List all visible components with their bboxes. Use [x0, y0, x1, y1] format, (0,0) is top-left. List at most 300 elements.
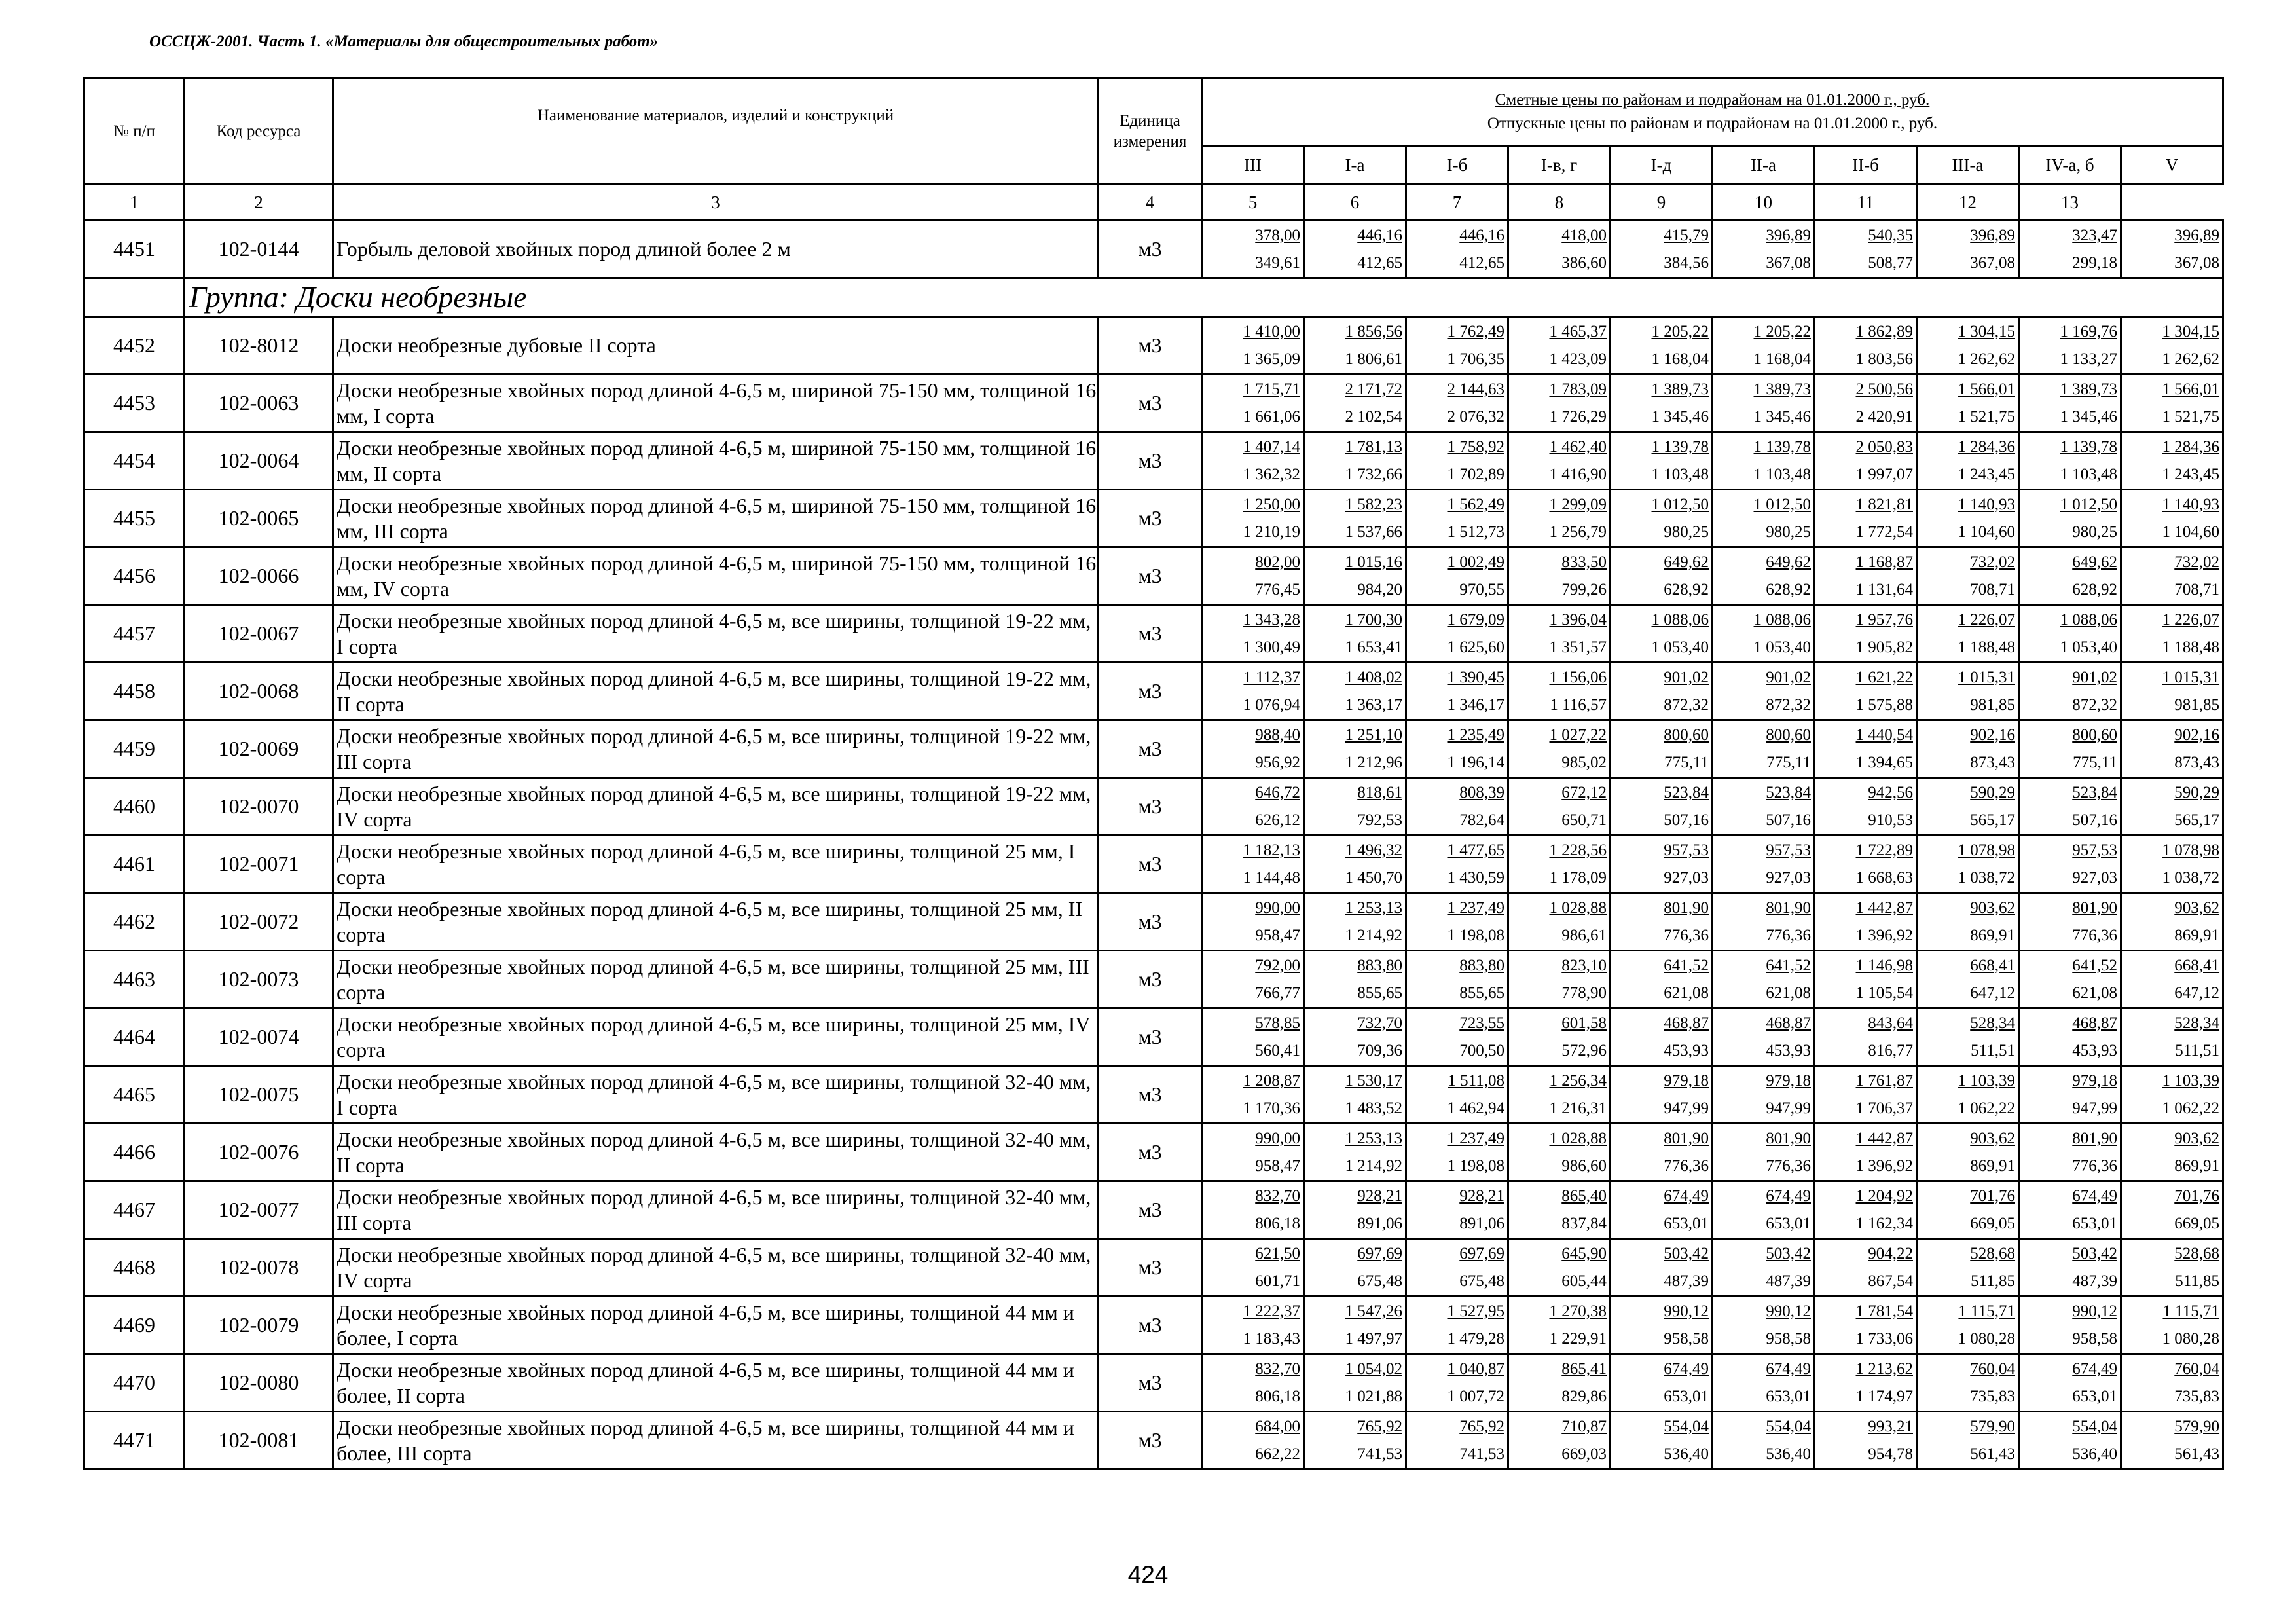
price-cell: [1508, 375, 1611, 432]
release-price: 2 076,32: [1447, 407, 1504, 426]
estimate-price: 579,90: [2174, 1417, 2220, 1435]
price-cell: [2019, 547, 2121, 605]
release-price: 776,36: [1664, 1156, 1709, 1175]
estimate-price: 979,18: [2072, 1071, 2117, 1090]
release-price: 1 726,29: [1549, 407, 1607, 426]
price-cell: [1202, 1066, 1304, 1124]
price-cell: [1304, 605, 1406, 663]
estimate-price: 1 168,87: [1855, 553, 1913, 571]
release-price: 947,99: [1766, 1099, 1811, 1117]
release-price: 628,92: [1664, 580, 1709, 599]
price-cell: [1713, 1066, 1815, 1124]
price-cell: [1406, 221, 1508, 278]
price-cell: [1304, 778, 1406, 836]
estimate-price: 1 088,06: [1651, 610, 1709, 629]
price-cell: [1815, 1354, 1917, 1412]
estimate-price: 672,12: [1561, 783, 1607, 802]
estimate-price: 1 442,87: [1855, 898, 1913, 917]
release-price: 1 416,90: [1549, 465, 1607, 483]
estimate-price: 621,50: [1255, 1244, 1300, 1263]
estimate-price: 801,90: [1664, 898, 1709, 917]
table-row: [84, 1124, 2223, 1181]
estimate-price: 1 957,76: [1855, 610, 1913, 629]
price-cell: [1815, 1008, 1917, 1066]
estimate-price: 1 389,73: [2060, 380, 2117, 398]
release-price: 536,40: [2072, 1445, 2117, 1463]
price-cell: [1304, 1412, 1406, 1469]
estimate-price: 601,58: [1561, 1014, 1607, 1032]
estimate-price: 1 389,73: [1651, 380, 1709, 398]
price-cell: [1202, 432, 1304, 490]
estimate-price: 528,34: [1970, 1014, 2015, 1032]
estimate-price: 590,29: [1970, 783, 2015, 802]
release-price: 1 668,63: [1855, 868, 1913, 887]
group-row: [84, 278, 2223, 317]
price-cell: [1202, 720, 1304, 778]
release-price: 1 450,70: [1345, 868, 1402, 887]
material-name: Доски необрезные хвойных пород длиной 4-6,5 м, все ширины, толщиной 19-22 мм, IV сорта: [333, 778, 1099, 836]
release-price: 487,39: [1766, 1272, 1811, 1290]
price-cell: [1611, 1297, 1713, 1354]
estimate-price: 674,49: [1664, 1187, 1709, 1205]
estimate-price: 528,34: [2174, 1014, 2220, 1032]
price-cell: [1202, 663, 1304, 720]
estimate-price: 503,42: [1766, 1244, 1811, 1263]
estimate-price: 1 205,22: [1651, 322, 1709, 341]
price-cell: [1508, 836, 1611, 893]
release-price: 708,71: [1970, 580, 2015, 599]
release-price: 1 346,17: [1447, 695, 1504, 714]
release-price: 958,58: [1664, 1329, 1709, 1348]
release-price: 2 102,54: [1345, 407, 1402, 426]
page-number: 424: [1127, 1561, 1169, 1588]
estimate-price: 990,12: [1766, 1302, 1811, 1320]
price-cell: [1611, 951, 1713, 1008]
release-price: 675,48: [1459, 1272, 1504, 1290]
estimate-price: 396,89: [1970, 226, 2015, 244]
price-cell: [1917, 951, 2019, 1008]
release-price: 1 256,79: [1549, 523, 1607, 541]
table-row: [84, 778, 2223, 836]
estimate-price: 1 028,88: [1549, 898, 1607, 917]
material-name: Доски необрезные хвойных пород длиной 4-6,5 м, все ширины, толщиной 44 мм и более, III сорта: [333, 1412, 1099, 1469]
material-name: Доски необрезные хвойных пород длиной 4-6,5 м, шириной 75-150 мм, толщиной 16 мм, I сорта: [333, 375, 1099, 432]
release-price: 453,93: [1664, 1041, 1709, 1060]
release-price: 605,44: [1561, 1272, 1607, 1290]
release-price: 536,40: [1664, 1445, 1709, 1463]
resource-code: 102-0076: [185, 1124, 333, 1181]
price-cell: [1406, 317, 1508, 375]
price-cell: [1611, 1354, 1713, 1412]
release-price: 1 512,73: [1447, 523, 1504, 541]
resource-code: 102-8012: [185, 317, 333, 375]
material-name: Доски необрезные хвойных пород длиной 4-6,5 м, все ширины, толщиной 25 мм, IV сорта: [333, 1008, 1099, 1066]
price-cell: [1611, 1181, 1713, 1239]
unit-cell: м3: [1099, 663, 1202, 720]
price-cell: [1815, 836, 1917, 893]
price-cell: [1917, 1066, 2019, 1124]
estimate-price: 674,49: [2072, 1187, 2117, 1205]
column-number: 8: [1508, 185, 1611, 221]
release-price: 1 103,48: [1753, 465, 1811, 483]
price-cell: [1406, 778, 1508, 836]
price-cell: [1917, 893, 2019, 951]
estimate-price: 1 442,87: [1855, 1129, 1913, 1147]
price-cell: [2019, 432, 2121, 490]
price-cell: [1508, 778, 1611, 836]
release-price: 927,03: [1664, 868, 1709, 887]
release-price: 984,20: [1357, 580, 1402, 599]
release-price: 829,86: [1561, 1387, 1607, 1405]
resource-code: 102-0080: [185, 1354, 333, 1412]
estimate-price: 1 169,76: [2060, 322, 2117, 341]
price-cell: [1713, 1124, 1815, 1181]
estimate-price: 988,40: [1255, 726, 1300, 744]
estimate-price: 808,39: [1459, 783, 1504, 802]
price-cell: [2121, 778, 2223, 836]
price-cell: [1508, 317, 1611, 375]
price-cell: [1713, 1412, 1815, 1469]
release-price: 1 212,96: [1345, 753, 1402, 771]
release-price: 986,60: [1561, 1156, 1607, 1175]
release-price: 891,06: [1459, 1214, 1504, 1232]
estimate-price: 1 088,06: [1753, 610, 1811, 629]
unit-cell: м3: [1099, 1354, 1202, 1412]
price-cell: [1508, 1297, 1611, 1354]
release-price: 1 170,36: [1243, 1099, 1300, 1117]
price-cell: [1611, 1239, 1713, 1297]
estimate-price: 1 547,26: [1345, 1302, 1402, 1320]
material-name: Доски необрезные хвойных пород длиной 4-6,5 м, все ширины, толщиной 25 мм, III сорта: [333, 951, 1099, 1008]
release-price: 1 131,64: [1855, 580, 1913, 599]
estimate-price: 990,12: [2072, 1302, 2117, 1320]
release-price: 741,53: [1357, 1445, 1402, 1463]
estimate-price: 1 182,13: [1243, 841, 1300, 859]
estimate-price: 523,84: [2072, 783, 2117, 802]
estimate-price: 993,21: [1868, 1417, 1913, 1435]
price-cell: [1508, 605, 1611, 663]
region-header: I-в, г: [1508, 146, 1611, 185]
estimate-price: 1 235,49: [1447, 726, 1504, 744]
material-name: Доски необрезные хвойных пород длиной 4-6,5 м, все ширины, толщиной 32-40 мм, IV сорта: [333, 1239, 1099, 1297]
price-cell: [1917, 1124, 2019, 1181]
price-cell: [1917, 663, 2019, 720]
price-cell: [1304, 1066, 1406, 1124]
price-cell: [2019, 605, 2121, 663]
estimate-price: 1 407,14: [1243, 437, 1300, 456]
release-price: 855,65: [1357, 984, 1402, 1002]
price-cell: [1611, 778, 1713, 836]
price-cell: [1508, 432, 1611, 490]
estimate-price: 503,42: [1664, 1244, 1709, 1263]
estimate-price: 1 213,62: [1855, 1359, 1913, 1378]
release-price: 1 216,31: [1549, 1099, 1607, 1117]
price-cell: [1713, 1354, 1815, 1412]
material-name: Доски необрезные хвойных пород длиной 4-6,5 м, все ширины, толщиной 25 мм, II сорта: [333, 893, 1099, 951]
unit-cell: м3: [1099, 1124, 1202, 1181]
unit-cell: м3: [1099, 432, 1202, 490]
release-price: 1 497,97: [1345, 1329, 1402, 1348]
release-price: 873,43: [1970, 753, 2015, 771]
price-cell: [1815, 547, 1917, 605]
release-price: 1 062,22: [1958, 1099, 2015, 1117]
table-row: [84, 836, 2223, 893]
release-price: 1 905,82: [1855, 638, 1913, 656]
price-cell: [1508, 893, 1611, 951]
release-price: 872,32: [1766, 695, 1811, 714]
unit-cell: м3: [1099, 951, 1202, 1008]
price-cell: [1406, 605, 1508, 663]
price-cell: [1917, 221, 2019, 278]
release-price: 799,26: [1561, 580, 1607, 599]
estimate-price: 1 410,00: [1243, 322, 1300, 341]
estimate-price: 723,55: [1459, 1014, 1504, 1032]
release-price: 1 214,92: [1345, 926, 1402, 944]
price-cell: [1611, 1124, 1713, 1181]
release-price: 628,92: [1766, 580, 1811, 599]
price-cell: [2019, 317, 2121, 375]
release-price: 954,78: [1868, 1445, 1913, 1463]
price-cell: [1202, 317, 1304, 375]
resource-code: 102-0073: [185, 951, 333, 1008]
release-price: 621,08: [1664, 984, 1709, 1002]
estimate-price: 701,76: [2174, 1187, 2220, 1205]
price-cell: [1815, 375, 1917, 432]
price-cell: [1611, 490, 1713, 547]
price-cell: [1713, 836, 1815, 893]
estimate-price: 1 103,39: [1958, 1071, 2015, 1090]
estimate-price: 1 390,45: [1447, 668, 1504, 686]
release-price: 981,85: [1970, 695, 2015, 714]
release-price: 412,65: [1459, 253, 1504, 272]
unit-cell: м3: [1099, 1297, 1202, 1354]
release-price: 776,36: [1766, 1156, 1811, 1175]
estimate-price: 1 112,37: [1243, 668, 1300, 686]
price-cell: [2019, 836, 2121, 893]
row-number: 4463: [84, 951, 185, 1008]
estimate-price: 1 156,06: [1549, 668, 1607, 686]
price-cell: [2019, 221, 2121, 278]
release-price: 981,85: [2174, 695, 2220, 714]
price-cell: [1304, 1181, 1406, 1239]
row-number: 4471: [84, 1412, 185, 1469]
release-price: 958,58: [2072, 1329, 2117, 1348]
page-header: ОССЦЖ-2001. Часть 1. «Материалы для общестроительных работ»: [149, 33, 659, 50]
estimate-price: 843,64: [1868, 1014, 1913, 1032]
price-cell: [1713, 490, 1815, 547]
estimate-price: 760,04: [2174, 1359, 2220, 1378]
estimate-price: 765,92: [1459, 1417, 1504, 1435]
estimate-price: 903,62: [1970, 1129, 2015, 1147]
estimate-price: 2 050,83: [1855, 437, 1913, 456]
release-price: 653,01: [1766, 1214, 1811, 1232]
release-price: 947,99: [1664, 1099, 1709, 1117]
release-price: 1 661,06: [1243, 407, 1300, 426]
release-price: 1 575,88: [1855, 695, 1913, 714]
resource-code: 102-0074: [185, 1008, 333, 1066]
price-cell: [1202, 221, 1304, 278]
unit-cell: м3: [1099, 778, 1202, 836]
release-price: 1 103,48: [1651, 465, 1709, 483]
row-number: 4456: [84, 547, 185, 605]
release-price: 709,36: [1357, 1041, 1402, 1060]
estimate-price: 396,89: [1766, 226, 1811, 244]
estimate-price: 832,70: [1255, 1359, 1300, 1378]
price-cell: [1815, 893, 1917, 951]
estimate-price: 823,10: [1561, 956, 1607, 974]
release-price: 647,12: [1970, 984, 2015, 1002]
region-header: II-б: [1815, 146, 1917, 185]
release-price: 985,02: [1561, 753, 1607, 771]
price-cell: [1202, 605, 1304, 663]
release-price: 560,41: [1255, 1041, 1300, 1060]
price-cell: [1508, 1181, 1611, 1239]
column-number: 9: [1611, 185, 1713, 221]
estimate-price: 1 304,15: [2162, 322, 2220, 341]
col-header-unit: Единица измерения: [1099, 79, 1202, 185]
release-price: 1 174,97: [1855, 1387, 1913, 1405]
release-price: 1 423,09: [1549, 350, 1607, 368]
price-cell: [1815, 221, 1917, 278]
release-price: 891,06: [1357, 1214, 1402, 1232]
table-header: [84, 79, 2223, 221]
release-price: 1 345,46: [1651, 407, 1709, 426]
estimate-price: 1 582,23: [1345, 495, 1402, 513]
release-price: 1 806,61: [1345, 350, 1402, 368]
price-cell: [1917, 778, 2019, 836]
release-price: 1 521,75: [2162, 407, 2220, 426]
price-cell: [1202, 547, 1304, 605]
estimate-price: 1 205,22: [1753, 322, 1811, 341]
estimate-price: 649,62: [1766, 553, 1811, 571]
estimate-price: 1 028,88: [1549, 1129, 1607, 1147]
table-row: [84, 1181, 2223, 1239]
price-cell: [1917, 1297, 2019, 1354]
table-row: [84, 1239, 2223, 1297]
resource-code: 102-0081: [185, 1412, 333, 1469]
price-cell: [2019, 1066, 2121, 1124]
price-table: [83, 77, 2224, 1470]
price-cell: [2121, 1354, 2223, 1412]
column-number: 2: [185, 185, 333, 221]
price-cell: [1304, 1124, 1406, 1181]
price-cell: [1917, 1181, 2019, 1239]
release-price: 507,16: [1766, 811, 1811, 829]
release-price: 561,43: [1970, 1445, 2015, 1463]
column-number: 10: [1713, 185, 1815, 221]
release-price: 1 300,49: [1243, 638, 1300, 656]
resource-code: 102-0064: [185, 432, 333, 490]
release-price: 872,32: [1664, 695, 1709, 714]
resource-code: 102-0144: [185, 221, 333, 278]
prices-subtitle: Отпускные цены по районам и подрайонам на 01.01.2000 г., руб.: [1487, 115, 1938, 132]
price-cell: [1202, 490, 1304, 547]
estimate-price: 674,49: [1766, 1187, 1811, 1205]
price-cell: [1815, 778, 1917, 836]
release-price: 776,36: [1766, 926, 1811, 944]
rows-main: [84, 317, 2223, 1469]
column-number: 4: [1099, 185, 1202, 221]
release-price: 1 262,62: [1958, 350, 2015, 368]
price-cell: [1815, 1066, 1917, 1124]
price-cell: [1406, 1354, 1508, 1412]
estimate-price: 710,87: [1561, 1417, 1607, 1435]
estimate-price: 1 139,78: [2060, 437, 2117, 456]
rows-before-group: [84, 221, 2223, 278]
resource-code: 102-0070: [185, 778, 333, 836]
unit-cell: м3: [1099, 375, 1202, 432]
release-price: 1 362,32: [1243, 465, 1300, 483]
price-cell: [2121, 1239, 2223, 1297]
release-price: 487,39: [2072, 1272, 2117, 1290]
estimate-price: 1 012,50: [1753, 495, 1811, 513]
price-cell: [1611, 893, 1713, 951]
unit-cell: м3: [1099, 605, 1202, 663]
release-price: 367,08: [2174, 253, 2220, 272]
estimate-price: 1 700,30: [1345, 610, 1402, 629]
release-price: 511,51: [1971, 1041, 2015, 1060]
estimate-price: 801,90: [1766, 1129, 1811, 1147]
release-price: 869,91: [1970, 1156, 2015, 1175]
table-row: [84, 1412, 2223, 1469]
row-number: 4462: [84, 893, 185, 951]
material-name: Доски необрезные хвойных пород длиной 4-6,5 м, шириной 75-150 мм, толщиной 16 мм, III сорта: [333, 490, 1099, 547]
estimate-price: 1 139,78: [1651, 437, 1709, 456]
estimate-price: 801,90: [2072, 898, 2117, 917]
release-price: 1 243,45: [2162, 465, 2220, 483]
estimate-price: 579,90: [1970, 1417, 2015, 1435]
price-cell: [2121, 1412, 2223, 1469]
estimate-price: 1 140,93: [1958, 495, 2015, 513]
release-price: 1 262,62: [2162, 350, 2220, 368]
estimate-price: 1 440,54: [1855, 726, 1913, 744]
estimate-price: 674,49: [1664, 1359, 1709, 1378]
release-price: 1 345,46: [1753, 407, 1811, 426]
price-cell: [2019, 951, 2121, 1008]
estimate-price: 957,53: [1664, 841, 1709, 859]
estimate-price: 446,16: [1357, 226, 1402, 244]
release-price: 872,32: [2072, 695, 2117, 714]
release-price: 1 394,65: [1855, 753, 1913, 771]
estimate-price: 928,21: [1357, 1187, 1402, 1205]
estimate-price: 1 251,10: [1345, 726, 1402, 744]
estimate-price: 540,35: [1868, 226, 1913, 244]
table-row: [84, 317, 2223, 375]
release-price: 775,11: [2073, 753, 2117, 771]
price-cell: [2019, 1297, 2121, 1354]
estimate-price: 523,84: [1664, 783, 1709, 802]
estimate-price: 902,16: [2174, 726, 2220, 744]
unit-cell: м3: [1099, 221, 1202, 278]
price-cell: [1815, 1412, 1917, 1469]
price-cell: [1406, 1066, 1508, 1124]
release-price: 1 702,89: [1447, 465, 1504, 483]
price-cell: [2121, 1124, 2223, 1181]
unit-cell: м3: [1099, 1239, 1202, 1297]
price-cell: [1202, 1008, 1304, 1066]
release-price: 1 162,34: [1855, 1214, 1913, 1232]
col-header-name: Наименование материалов, изделий и конструкций: [333, 79, 1099, 185]
release-price: 647,12: [2174, 984, 2220, 1002]
estimate-price: 800,60: [1766, 726, 1811, 744]
table-row: [84, 547, 2223, 605]
column-number: 6: [1304, 185, 1406, 221]
release-price: 453,93: [2072, 1041, 2117, 1060]
price-cell: [1202, 1239, 1304, 1297]
column-number: 1: [84, 185, 185, 221]
row-number: 4467: [84, 1181, 185, 1239]
price-cell: [2019, 1412, 2121, 1469]
